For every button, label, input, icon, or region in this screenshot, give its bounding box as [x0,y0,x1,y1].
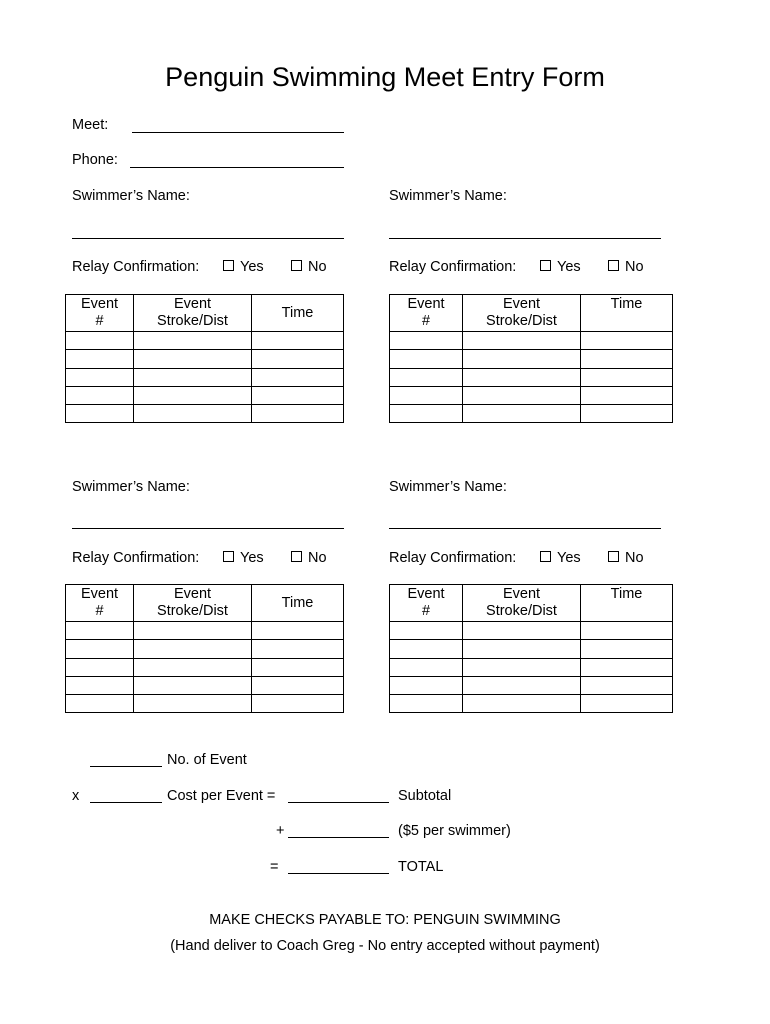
table-header-row [66,585,344,622]
swimmer-name-label: Swimmer’s Name: [389,188,507,204]
event-table [65,584,344,713]
header-time: Time [252,585,344,622]
relay-confirmation [72,259,362,277]
relay-yes-label: Yes [557,550,581,566]
checkbox-icon[interactable] [608,551,619,562]
subtotal-field[interactable] [288,802,389,803]
meet-field[interactable] [132,132,344,133]
plus-sign: + [276,823,285,839]
relay-no-label: No [308,550,327,566]
total-field[interactable] [288,873,389,874]
payable-instruction: MAKE CHECKS PAYABLE TO: PENGUIN SWIMMING [209,912,561,928]
relay-confirmation [72,550,362,568]
swimmer-name-label: Swimmer’s Name: [389,479,507,495]
swimmer-name-field[interactable] [389,528,661,529]
header-event-stroke: Event Stroke/Dist [134,585,252,622]
swimmer-name-field[interactable] [389,238,661,239]
relay-confirmation-label: Relay Confirmation: [72,259,200,275]
table-row[interactable] [66,695,344,713]
checkbox-icon[interactable] [223,551,234,562]
checkbox-icon[interactable] [223,260,234,271]
total-label: TOTAL [398,859,444,875]
relay-yes-option[interactable] [540,550,581,566]
checkbox-icon[interactable] [291,551,302,562]
table-row[interactable] [390,640,673,658]
swimmer-name-field[interactable] [72,528,344,529]
relay-no-label: No [308,259,327,275]
header-time: Time [581,295,673,332]
relay-yes-label: Yes [240,259,264,275]
table-row[interactable] [66,622,344,640]
event-table [389,294,673,423]
header-event-stroke: Event Stroke/Dist [463,585,581,622]
relay-yes-option[interactable] [540,259,581,275]
checkbox-icon[interactable] [540,551,551,562]
relay-no-option[interactable] [608,550,644,566]
relay-confirmation-label: Relay Confirmation: [72,550,200,566]
relay-no-option[interactable] [291,259,327,275]
form-title: Penguin Swimming Meet Entry Form [165,62,605,92]
relay-no-option[interactable] [291,550,327,566]
relay-no-label: No [625,259,644,275]
number-of-events-label: No. of Event [167,752,247,768]
table-header-row [390,585,673,622]
cost-per-event-field[interactable] [90,802,162,803]
table-row[interactable] [66,676,344,694]
relay-no-label: No [625,550,644,566]
swimmer-name-label: Swimmer’s Name: [72,188,190,204]
header-event-stroke: Event Stroke/Dist [463,295,581,332]
relay-confirmation [389,550,679,568]
table-row[interactable] [390,622,673,640]
table-header-row [66,295,344,332]
checkbox-icon[interactable] [291,260,302,271]
table-row[interactable] [66,368,344,386]
relay-yes-option[interactable] [223,259,264,275]
table-row[interactable] [66,640,344,658]
table-row[interactable] [66,350,344,368]
swimmer-fee-label: ($5 per swimmer) [398,823,511,839]
header-time: Time [252,295,344,332]
header-event-number: Event # [390,295,463,332]
equals-sign: = [270,859,279,875]
swimmer-name-label: Swimmer’s Name: [72,479,190,495]
checkbox-icon[interactable] [608,260,619,271]
checkbox-icon[interactable] [540,260,551,271]
relay-yes-label: Yes [240,550,264,566]
table-row[interactable] [66,405,344,423]
relay-confirmation-label: Relay Confirmation: [389,550,517,566]
number-of-events-field[interactable] [90,766,162,767]
table-row[interactable] [390,405,673,423]
phone-label: Phone: [72,152,118,168]
table-row[interactable] [390,386,673,404]
table-row[interactable] [66,386,344,404]
table-row[interactable] [66,658,344,676]
cost-per-event-label: Cost per Event = [167,788,276,804]
header-event-number: Event # [66,295,134,332]
table-row[interactable] [390,658,673,676]
relay-confirmation-label: Relay Confirmation: [389,259,517,275]
table-row[interactable] [390,676,673,694]
event-table [389,584,673,713]
header-event-number: Event # [66,585,134,622]
swimmer-fee-field[interactable] [288,837,389,838]
table-row[interactable] [390,350,673,368]
multiply-sign: x [72,788,80,804]
relay-yes-option[interactable] [223,550,264,566]
delivery-instruction: (Hand deliver to Coach Greg - No entry accepted without payment) [170,938,600,954]
table-row[interactable] [66,332,344,350]
subtotal-label: Subtotal [398,788,452,804]
relay-yes-label: Yes [557,259,581,275]
header-event-stroke: Event Stroke/Dist [134,295,252,332]
table-header-row [390,295,673,332]
event-table [65,294,344,423]
header-event-number: Event # [390,585,463,622]
swimmer-name-field[interactable] [72,238,344,239]
relay-confirmation [389,259,679,277]
table-row[interactable] [390,368,673,386]
meet-label: Meet: [72,117,109,133]
phone-field[interactable] [130,167,344,168]
header-time: Time [581,585,673,622]
relay-no-option[interactable] [608,259,644,275]
table-row[interactable] [390,332,673,350]
table-row[interactable] [390,695,673,713]
